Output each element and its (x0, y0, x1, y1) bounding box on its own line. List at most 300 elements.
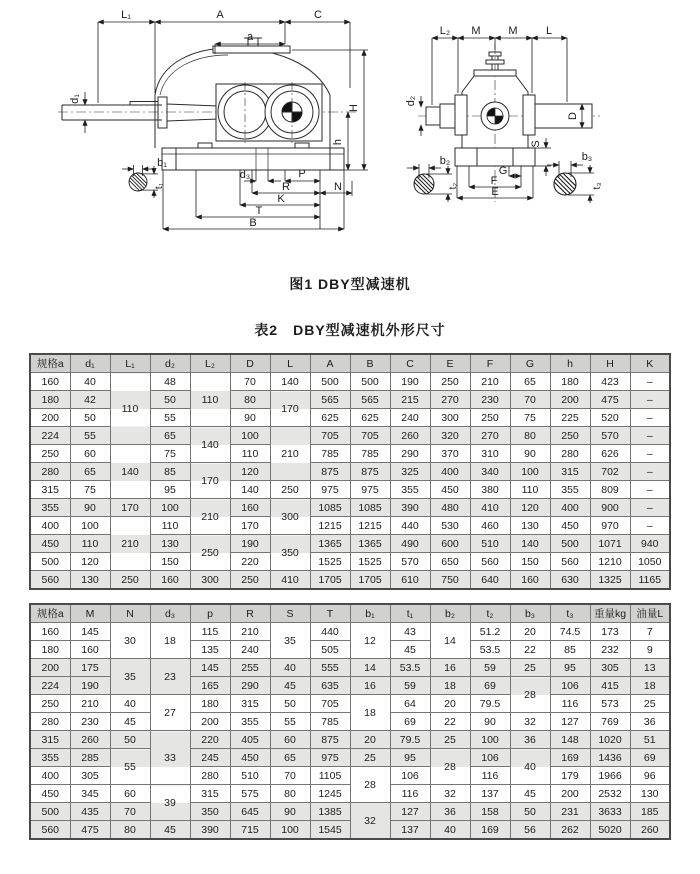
cell: 635 (310, 677, 350, 695)
cell: 280 (190, 767, 230, 785)
table-row (30, 731, 670, 749)
cell: 705 (310, 695, 350, 713)
cell: 160 (30, 373, 70, 391)
table-row (30, 571, 670, 590)
cell: 210 (230, 623, 270, 641)
cell: 390 (190, 821, 230, 840)
cell: 45 (390, 641, 430, 659)
cell: 1215 (350, 517, 390, 535)
column-header: E (430, 354, 470, 373)
cell: 650 (430, 553, 470, 571)
cell: 1210 (590, 553, 630, 571)
cell: 224 (30, 677, 70, 695)
cell: 400 (30, 517, 70, 535)
cell: 116 (390, 785, 430, 803)
cell: 18 (630, 677, 670, 695)
cell: 135 (190, 641, 230, 659)
cell: 42 (70, 391, 110, 409)
cell: 90 (270, 803, 310, 821)
cell: 1436 (590, 749, 630, 767)
dim-label-T: T (255, 205, 263, 217)
cell: 80 (110, 821, 150, 840)
cell: 116 (470, 767, 510, 785)
cell: 3633 (590, 803, 630, 821)
cell: 53.5 (390, 659, 430, 677)
cell: 59 (470, 659, 510, 677)
cell: 560 (470, 553, 510, 571)
cell: 1705 (350, 571, 390, 590)
cell: 940 (630, 535, 670, 553)
cell: 250 (270, 481, 310, 499)
cell: 255 (230, 659, 270, 677)
cell: 280 (30, 463, 70, 481)
cell: 9 (630, 641, 670, 659)
cell: 28 (350, 767, 390, 803)
figure-area (0, 0, 700, 262)
table-title: 表2 DBY型减速机外形尺寸 (254, 322, 446, 338)
cell: 145 (70, 623, 110, 641)
cell: 50 (150, 391, 190, 409)
cell: 20 (350, 731, 390, 749)
cell: 280 (30, 713, 70, 731)
cell: 69 (390, 713, 430, 731)
column-header: M (70, 604, 110, 623)
dim-label-N: N (334, 181, 342, 193)
cell: 250 (30, 445, 70, 463)
cell: 45 (110, 713, 150, 731)
cell: 75 (70, 481, 110, 499)
column-header: L₂ (190, 354, 230, 373)
cell: 32 (430, 785, 470, 803)
cell: 769 (590, 713, 630, 731)
cell: 51.2 (470, 623, 510, 641)
dim-label-M1: M (471, 25, 481, 37)
cell: 100 (70, 517, 110, 535)
cell: 450 (30, 535, 70, 553)
cell: 130 (70, 571, 110, 590)
column-header: b₂ (430, 604, 470, 623)
cell: 570 (390, 553, 430, 571)
cell: 116 (550, 695, 590, 713)
cell: 715 (230, 821, 270, 840)
dim-label-b3: b₃ (581, 151, 593, 163)
cell: 510 (470, 535, 510, 553)
cell: 50 (110, 731, 150, 749)
column-header: 油量L (630, 604, 670, 623)
dim-label-B: B (249, 217, 257, 229)
column-header: R (230, 604, 270, 623)
cell: 32 (510, 713, 550, 731)
cell: 13 (630, 659, 670, 677)
header-row (30, 354, 670, 373)
cell: 160 (510, 571, 550, 590)
cell: 106 (390, 767, 430, 785)
cell: 25 (510, 659, 550, 677)
cell: 560 (30, 571, 70, 590)
cell: 55 (150, 409, 190, 427)
cell: 305 (590, 659, 630, 677)
cell: 59 (390, 677, 430, 695)
cell: 22 (430, 713, 470, 731)
cell: 70 (230, 373, 270, 391)
cell: 705 (310, 427, 350, 445)
cell: 400 (430, 463, 470, 481)
cell: 510 (230, 767, 270, 785)
cell: 975 (310, 749, 350, 767)
cell: 180 (30, 641, 70, 659)
cell: 565 (350, 391, 390, 409)
cell: 530 (430, 517, 470, 535)
cell: 1525 (310, 553, 350, 571)
cell: 25 (630, 695, 670, 713)
dim-label-b1: b₁ (157, 157, 167, 169)
cell: 210 (70, 695, 110, 713)
cell: 28 (430, 749, 470, 785)
dim-label-H: H (348, 104, 360, 112)
cell: 179 (550, 767, 590, 785)
cell: 240 (230, 641, 270, 659)
cell: 45 (270, 677, 310, 695)
cell: 1365 (310, 535, 350, 553)
cell: 640 (470, 571, 510, 590)
column-header: C (390, 354, 430, 373)
dim-label-d3: d₃ (239, 169, 251, 181)
cell: 170 (190, 463, 230, 499)
cell: 315 (30, 731, 70, 749)
dim-label-t2: t₂ (448, 182, 459, 190)
cell: 875 (310, 463, 350, 481)
cell: 110 (70, 535, 110, 553)
cell: 20 (510, 623, 550, 641)
column-header: H (590, 354, 630, 373)
cell: 45 (150, 821, 190, 840)
cell: 18 (150, 623, 190, 659)
cell: 35 (110, 659, 150, 695)
cell: 2532 (590, 785, 630, 803)
dim-label-F: F (490, 175, 498, 187)
table-row (30, 659, 670, 677)
cell: 260 (70, 731, 110, 749)
table-row (30, 373, 670, 391)
dimensions-table-1 (29, 353, 671, 590)
cell: 64 (390, 695, 430, 713)
cell: 65 (270, 749, 310, 767)
cell: 410 (470, 499, 510, 517)
cell: 18 (430, 677, 470, 695)
cell: 75 (150, 445, 190, 463)
column-header: 规格a (30, 604, 70, 623)
column-header: b₁ (350, 604, 390, 623)
cell: 32 (350, 803, 390, 840)
cell: 475 (590, 391, 630, 409)
cell: 250 (110, 571, 150, 590)
cell: 315 (230, 695, 270, 713)
cell: 12 (350, 623, 390, 659)
cell: 173 (590, 623, 630, 641)
cell: – (630, 445, 670, 463)
dim-label-d1: d₁ (69, 94, 81, 104)
cell: 200 (30, 409, 70, 427)
cell: – (630, 373, 670, 391)
cell: 39 (150, 785, 190, 821)
cell: 169 (470, 821, 510, 840)
cell: 80 (230, 391, 270, 409)
cell: – (630, 481, 670, 499)
cell: 520 (590, 409, 630, 427)
cell: 180 (30, 391, 70, 409)
cell: 148 (550, 731, 590, 749)
cell: 245 (190, 749, 230, 767)
cell: 165 (190, 677, 230, 695)
cell: 300 (190, 571, 230, 590)
cell: 140 (510, 535, 550, 553)
cell: 90 (470, 713, 510, 731)
cell: 1705 (310, 571, 350, 590)
cell: 809 (590, 481, 630, 499)
cell: 450 (550, 517, 590, 535)
cell: 96 (630, 767, 670, 785)
cell: 270 (470, 427, 510, 445)
figure-caption: 图1 DBY型减速机 (289, 276, 411, 292)
cell: 70 (510, 391, 550, 409)
cell: 80 (270, 785, 310, 803)
cell: 160 (70, 641, 110, 659)
cell: 50 (70, 409, 110, 427)
cell: 110 (110, 373, 150, 445)
cell: 18 (350, 695, 390, 731)
cell: 5020 (590, 821, 630, 840)
cell: 140 (190, 427, 230, 463)
cell: 225 (550, 409, 590, 427)
cell: 120 (510, 499, 550, 517)
cell: 190 (390, 373, 430, 391)
cell: 500 (550, 535, 590, 553)
dim-label-S: S (530, 140, 542, 148)
cell: 65 (510, 373, 550, 391)
cell: 55 (70, 427, 110, 445)
cell: 130 (630, 785, 670, 803)
cell: 40 (110, 695, 150, 713)
cell: 69 (470, 677, 510, 695)
cell: 280 (550, 445, 590, 463)
dim-label-h: h (332, 138, 344, 146)
column-header: S (270, 604, 310, 623)
table-row (30, 749, 670, 767)
cell: 1215 (310, 517, 350, 535)
cell: 27 (150, 695, 190, 731)
cell: 250 (430, 373, 470, 391)
cell: 575 (230, 785, 270, 803)
header-row (30, 604, 670, 623)
cell: 262 (550, 821, 590, 840)
cell: 85 (150, 463, 190, 481)
cell: 110 (190, 373, 230, 427)
cell: 220 (230, 553, 270, 571)
cell: 53.5 (470, 641, 510, 659)
dim-label-K: K (277, 193, 285, 205)
cell: 290 (230, 677, 270, 695)
cell: 210 (190, 499, 230, 535)
cell: 36 (630, 713, 670, 731)
cell: 110 (230, 445, 270, 463)
cell: 110 (510, 481, 550, 499)
cell: 150 (510, 553, 550, 571)
cell: 750 (430, 571, 470, 590)
dim-label-L1: L₁ (121, 9, 131, 21)
table-row (30, 803, 670, 821)
cell: 450 (230, 749, 270, 767)
cell: 70 (270, 767, 310, 785)
cell: 145 (190, 659, 230, 677)
cell: 1245 (310, 785, 350, 803)
cell: 50 (270, 695, 310, 713)
cell: 625 (310, 409, 350, 427)
dim-label-A: A (216, 9, 224, 21)
column-header: L₁ (110, 354, 150, 373)
cell: 232 (590, 641, 630, 659)
dim-label-t1: t₁ (154, 182, 165, 190)
cell: 48 (150, 373, 190, 391)
cell: 645 (230, 803, 270, 821)
dim-label-C: C (314, 9, 322, 21)
cell: 180 (190, 695, 230, 713)
dim-label-L: L (545, 25, 553, 37)
cell: 1545 (310, 821, 350, 840)
column-header: d₂ (150, 354, 190, 373)
cell: 260 (630, 821, 670, 840)
cell: 120 (230, 463, 270, 481)
cell: 500 (350, 373, 390, 391)
cell: 51 (630, 731, 670, 749)
cell: 200 (190, 713, 230, 731)
dim-label-t3: t₃ (592, 182, 603, 190)
cell: 100 (470, 731, 510, 749)
cell: 215 (390, 391, 430, 409)
cell: 1165 (630, 571, 670, 590)
cell: 40 (270, 659, 310, 677)
table-row (30, 445, 670, 463)
cell: 410 (270, 571, 310, 590)
cell: 80 (510, 427, 550, 445)
cell: 69 (630, 749, 670, 767)
cell: 60 (70, 445, 110, 463)
cell: 270 (430, 391, 470, 409)
side-view-drawing (58, 38, 356, 170)
cell: 315 (550, 463, 590, 481)
dim-label-P: P (298, 168, 306, 180)
cell: 55 (110, 749, 150, 785)
cell: 475 (70, 821, 110, 840)
cell: 120 (70, 553, 110, 571)
dim-label-E: E (491, 186, 499, 198)
cell: 250 (470, 409, 510, 427)
cell: 127 (550, 713, 590, 731)
cell: 440 (390, 517, 430, 535)
cell: 20 (430, 695, 470, 713)
column-header: 规格a (30, 354, 70, 373)
cell: 305 (70, 767, 110, 785)
cell: 169 (550, 749, 590, 767)
cell: 65 (150, 427, 190, 445)
cell: 36 (510, 731, 550, 749)
cell: 500 (30, 553, 70, 571)
cell: 210 (110, 517, 150, 571)
column-header: A (310, 354, 350, 373)
cell: 35 (270, 623, 310, 659)
cell: 250 (550, 427, 590, 445)
cell: 160 (230, 499, 270, 517)
cell: 350 (270, 535, 310, 571)
cell: 110 (150, 517, 190, 535)
cell: 250 (30, 695, 70, 713)
cell: 702 (590, 463, 630, 481)
column-header: t₁ (390, 604, 430, 623)
cell: 785 (310, 445, 350, 463)
cell: 350 (190, 803, 230, 821)
cell: 200 (550, 391, 590, 409)
cell: 231 (550, 803, 590, 821)
cell: 975 (350, 481, 390, 499)
cell: 43 (390, 623, 430, 641)
cell: 500 (310, 373, 350, 391)
cell: 180 (550, 373, 590, 391)
cell: – (630, 517, 670, 535)
cell: 100 (230, 427, 270, 445)
cell: 560 (550, 553, 590, 571)
cell: 100 (510, 463, 550, 481)
column-header: T (310, 604, 350, 623)
cell: 250 (230, 571, 270, 590)
dim-label-a: a (246, 31, 254, 43)
cell: 325 (390, 463, 430, 481)
cell: 220 (190, 731, 230, 749)
cell: 345 (70, 785, 110, 803)
cell: 400 (550, 499, 590, 517)
dim-label-L2: L₂ (439, 25, 451, 37)
cell: 490 (390, 535, 430, 553)
dim-label-M2: M (508, 25, 518, 37)
cell: 480 (430, 499, 470, 517)
cell: 705 (350, 427, 390, 445)
column-header: N (110, 604, 150, 623)
cell: 400 (30, 767, 70, 785)
column-header: b₃ (510, 604, 550, 623)
technical-drawing (0, 0, 700, 262)
cell: 875 (350, 463, 390, 481)
cell: 74.5 (550, 623, 590, 641)
cell: 224 (30, 427, 70, 445)
cell: 355 (230, 713, 270, 731)
table-row (30, 695, 670, 713)
cell: 140 (270, 373, 310, 391)
cell: 230 (470, 391, 510, 409)
column-header: h (550, 354, 590, 373)
cell: 137 (470, 785, 510, 803)
cell: 90 (510, 445, 550, 463)
cell: 175 (70, 659, 110, 677)
cell: 79.5 (470, 695, 510, 713)
cell: 460 (470, 517, 510, 535)
cell: 200 (550, 785, 590, 803)
column-header: B (350, 354, 390, 373)
cell: 60 (110, 785, 150, 803)
cell: 1071 (590, 535, 630, 553)
cell: 90 (230, 409, 270, 427)
cell: 423 (590, 373, 630, 391)
column-header: d₃ (150, 604, 190, 623)
cell: 25 (430, 731, 470, 749)
end-view-drawing (418, 44, 600, 202)
